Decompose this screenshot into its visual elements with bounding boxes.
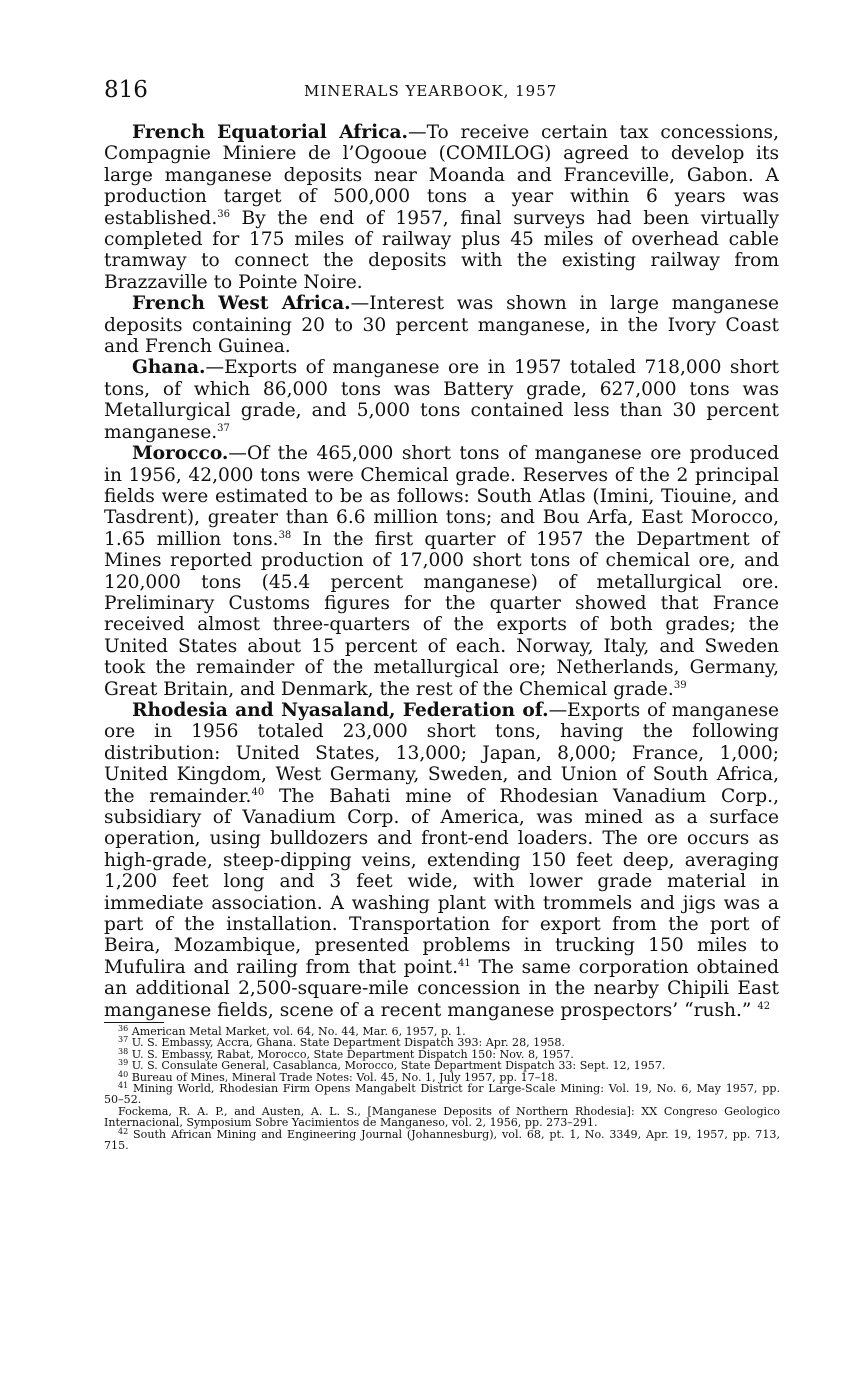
- paragraph-text: The Bahati mine of Rhodesian Vanadium Corp., subsidiary of Vanadium Corp. of America, was mined as a surface operation, using bulldozers and front-end loaders. The ore occurs as high-grade, steep-dipping veins, extending 150 feet deep, averaging 1,200 feet long and 3 feet wide, with lower grade material in immediate association. A washing plant with trommels and jigs was a part of the installation. Transportation for export from the port of Beira, Mozambique, presented problems in trucking 150 miles to Mufulira and railing from that point.: [104, 785, 779, 978]
- section-lead: Ghana.: [132, 357, 206, 379]
- footnote-text: U. S. Embassy, Accra, Ghana. State Department Dispatch 393: Apr. 28, 1958.: [128, 1036, 565, 1050]
- footnote-text: U. S. Embassy, Rabat, Morocco, State Department Dispatch 150: Nov. 8, 1957.: [128, 1047, 574, 1061]
- paragraph-text: —Exports of manganese ore in 1956 totaled 23,000 short tons, having the following distribution: United States, 13,000; Japan, 8,000; France, 1,000; United Kingdom, West Germany, Sweden, and Union of South Africa, the remainder.: [104, 699, 779, 807]
- footnote-number: 39: [118, 1058, 129, 1068]
- running-head: MINERALS YEARBOOK, 1957: [304, 82, 558, 100]
- footnote-ref: 40: [251, 786, 265, 798]
- footnote-text: Fockema, R. A. P., and Austen, A. L. S., [Manganese Deposits of Northern Rhodesia]: XX Congreso Geologico Internacional, Symposium Sobre Yacimientos de Manganeso, vol. 2, 1956, pp. 273–291.: [104, 1104, 780, 1130]
- paragraph-rhodesia-nyasaland: [104, 700, 779, 1021]
- section-lead: Morocco.: [132, 443, 229, 465]
- footnote-ref: 37: [217, 422, 230, 434]
- paragraph-morocco: [104, 443, 779, 700]
- paragraph-text: The same corporation obtained an additional 2,500-square-mile concession in the nearby Chipili East manganese fields, scene of a recent manganese prospectors’ “rush.”: [104, 956, 779, 1021]
- paragraph-french-equatorial-africa: [104, 122, 779, 293]
- footnotes: [104, 1026, 780, 1151]
- body-text: [104, 122, 779, 1021]
- footnote-text: South African Mining and Engineering Journal (Johannesburg), vol. 68, pt. 1, No. 3349, Apr. 19, 1957, pp. 713, 715.: [104, 1127, 780, 1153]
- paragraph-ghana: [104, 357, 779, 443]
- footnote-ref: 39: [673, 679, 687, 691]
- section-lead: French Equatorial Africa.: [132, 122, 408, 143]
- paragraph-text: In the first quarter of 1957 the Department of Mines reported production of 17,000 short tons of chemical ore, and 120,000 tons (45.4 percent manganese) of metallurgical ore. Preliminary Customs figures for the quarter showed that France received almost three-quarters of the exports of both grades; the United States about 15 percent of each. Norway, Italy, and Sweden took the remainder of the metallurgical ore; Netherlands, Germany, Great Britain, and Denmark, the rest of the Chemical grade.: [104, 528, 779, 700]
- footnote-ref: 36: [217, 208, 230, 220]
- footnote-number: 37: [118, 1035, 129, 1045]
- section-lead: Rhodesia and Nyasaland, Federation of.: [132, 699, 549, 721]
- footnote-number: 36: [118, 1024, 129, 1033]
- paragraph-text: —To receive certain tax concessions, Compagnie Miniere de l’Ogooue (COMILOG) agreed to develop its large manganese deposits near Moanda and Franceville, Gabon. A production target of 500,000 tons a year within 6 years was established.: [104, 122, 779, 229]
- footnote-ref: 42: [757, 1000, 771, 1012]
- footnote-text: American Metal Market, vol. 64, No. 44, Mar. 6, 1957, p. 1.: [128, 1025, 466, 1038]
- page-number: 816: [104, 77, 148, 103]
- page-header: [104, 76, 784, 104]
- footnote: [104, 1083, 780, 1106]
- paragraph-text: —Of the 465,000 short tons of manganese ore produced in 1956, 42,000 tons were Chemical grade. Reserves of the 2 principal fields were estimated to be as follows: South Atlas (Imini, Tiouine, and Tasdrent), greater than 6.6 million tons; and Bou Arfa, East Morocco, 1.65 million tons.: [104, 443, 779, 550]
- footnote-text: U. S. Consulate General, Casablanca, Morocco, State Department Dispatch 33: Sept. 12, 1957.: [128, 1059, 666, 1073]
- footnote: [104, 1106, 780, 1129]
- paragraph-text: —Interest was shown in large manganese deposits containing 20 to 30 percent manganese, in the Ivory Coast and French Guinea.: [104, 293, 780, 358]
- section-lead: French West Africa.: [132, 293, 351, 315]
- footnote-text: Bureau of Mines, Mineral Trade Notes: Vol. 45, No. 1, July 1957, pp. 17–18.: [128, 1070, 558, 1084]
- footnote-ref: 41: [458, 957, 471, 969]
- footnote-number: 38: [118, 1046, 129, 1056]
- footnote: [104, 1126, 780, 1153]
- footnote-ref: 38: [278, 529, 292, 541]
- paragraph-text: By the end of 1957, final surveys had been virtually completed for 175 miles of railway plus 45 miles of overhead cable tramway to connect the deposits with the existing railway from Brazzaville to Pointe Noire.: [104, 207, 779, 293]
- paragraph-french-west-africa: [104, 293, 779, 357]
- footnote-divider: [104, 1022, 164, 1023]
- footnote-number: 41: [118, 1081, 129, 1091]
- paragraph-text: —Exports of manganese ore in 1957 totaled 718,000 short tons, of which 86,000 tons was Battery grade, 627,000 tons was Metallurgical grade, and 5,000 tons contained less than 30 percent manganese.: [104, 357, 779, 443]
- footnote-number: 42: [118, 1126, 129, 1136]
- footnote-number: 40: [118, 1069, 129, 1079]
- footnote-text: Mining World, Rhodesian Firm Opens Mangabelt District for Large-Scale Mining: Vol. 19, No. 6, May 1957, pp. 50–52.: [104, 1082, 780, 1107]
